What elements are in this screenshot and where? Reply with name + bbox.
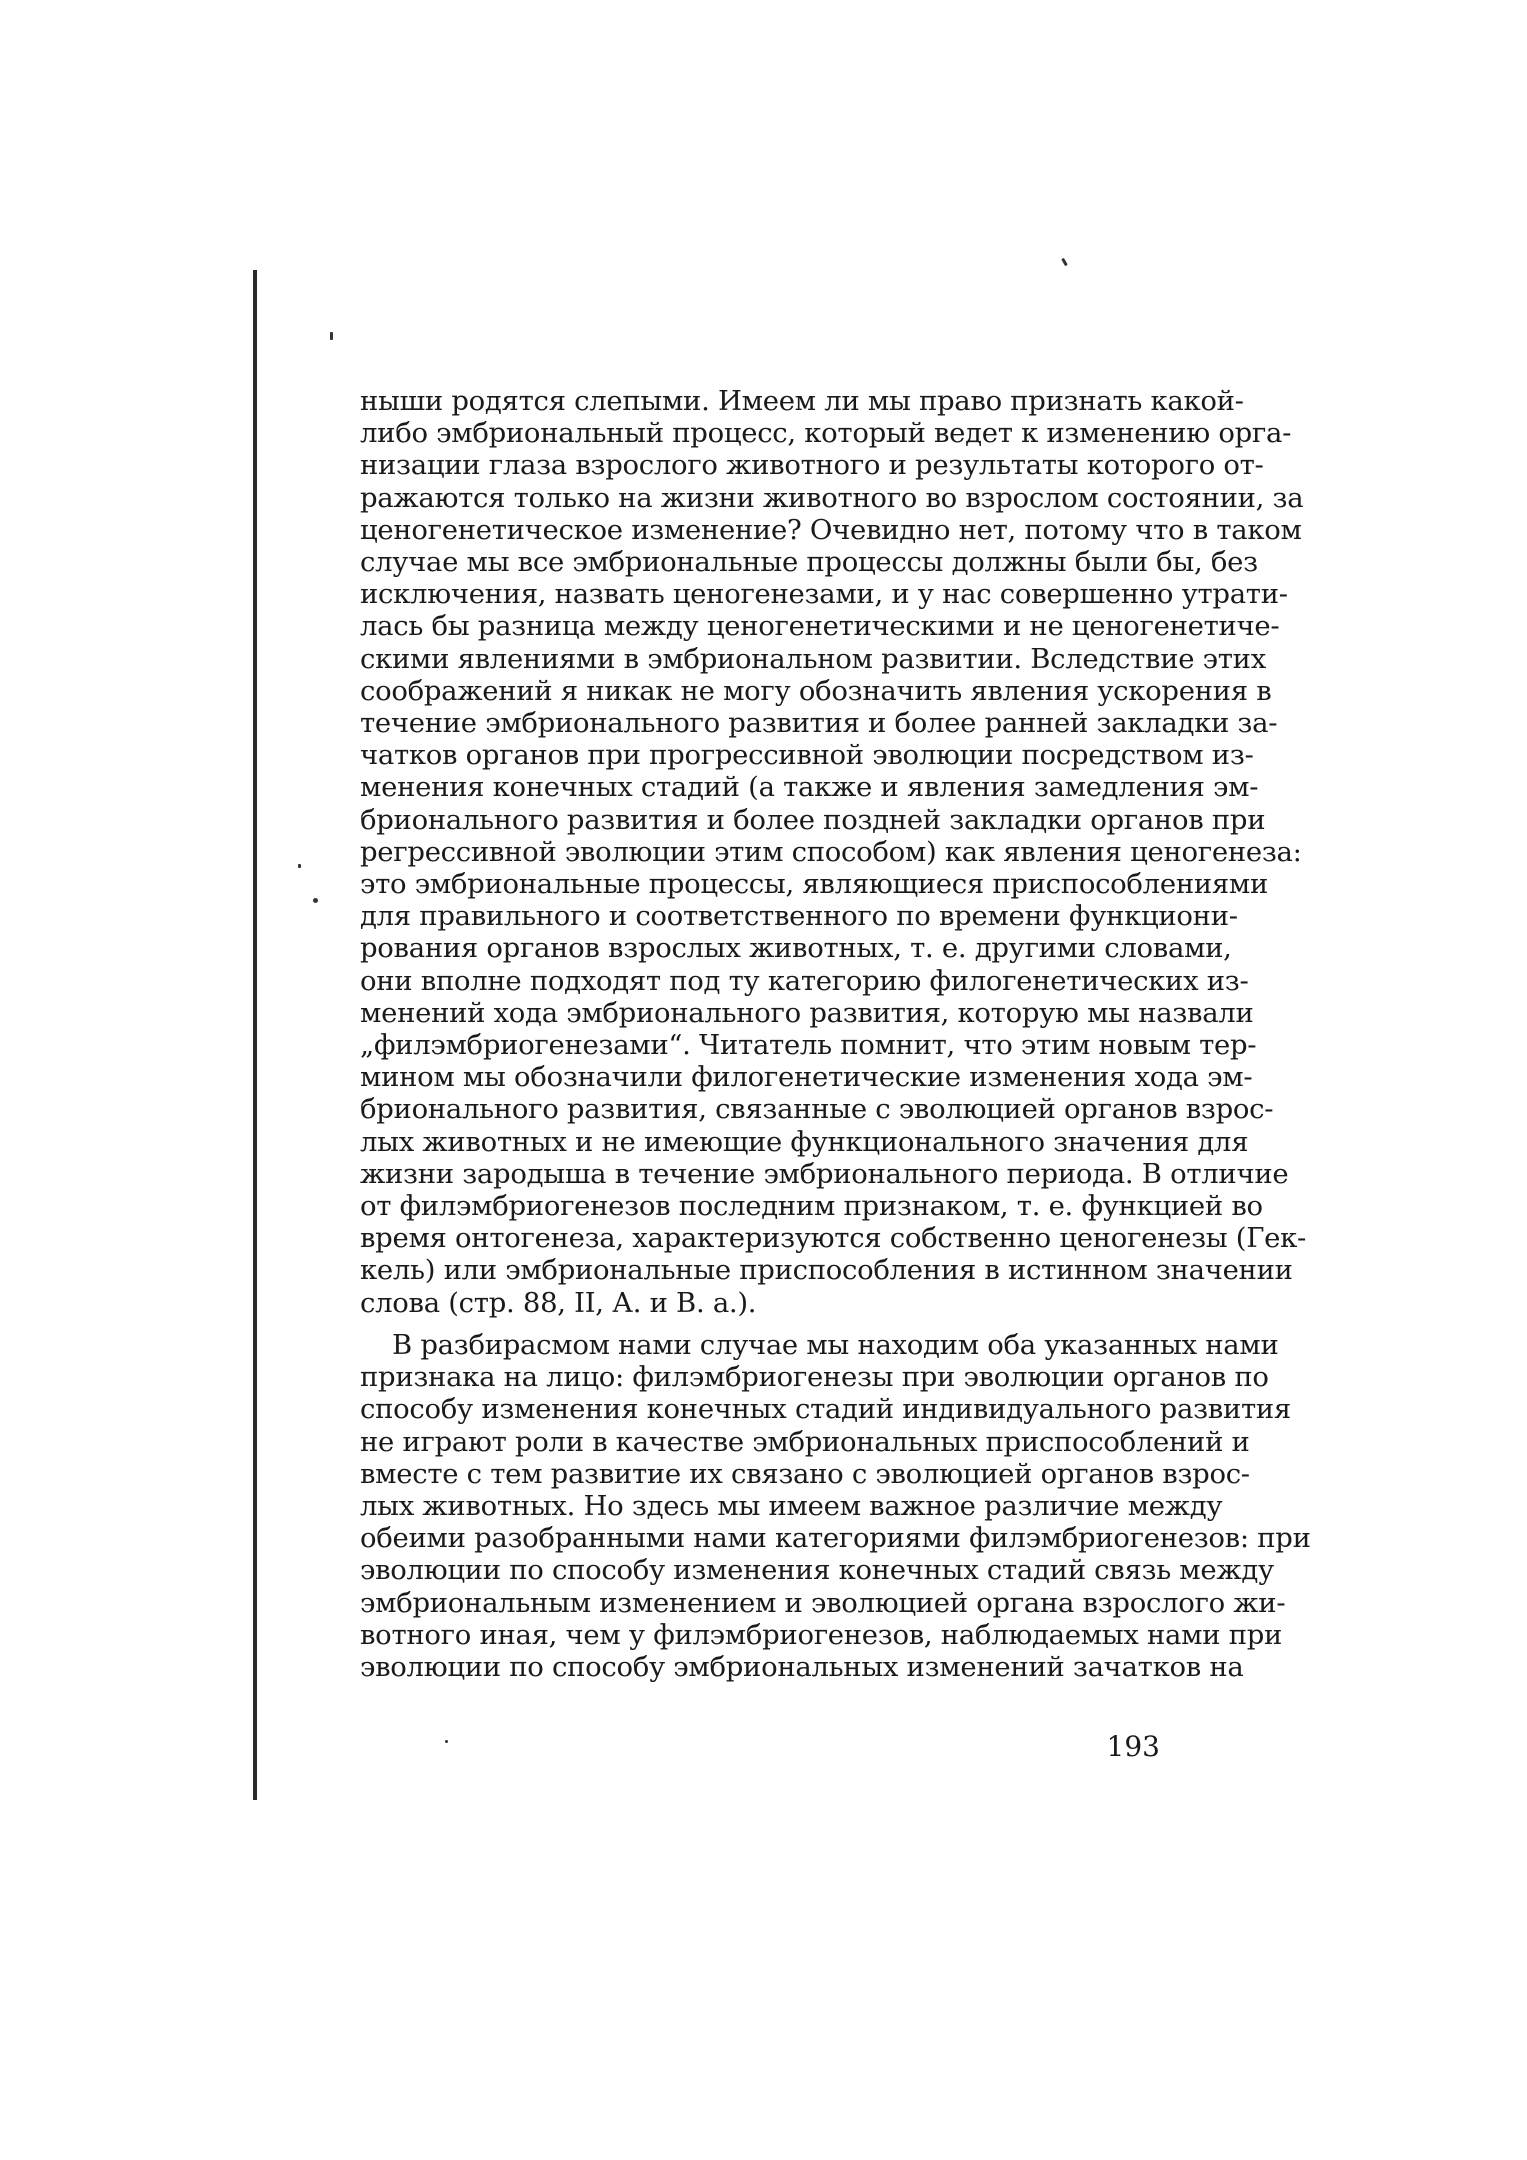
- text-line: случае мы все эмбриональные процессы должны были бы, без: [360, 546, 1258, 579]
- scan-speck: [298, 864, 301, 868]
- text-line: менения конечных стадий (а также и явления замедления эм-: [360, 771, 1259, 804]
- text-line: менений хода эмбрионального развития, которую мы назвали: [360, 996, 1254, 1029]
- text-line: лых животных и не имеющие функционального значения для: [360, 1125, 1249, 1158]
- text-line: ныши родятся слепыми. Имеем ли мы право признать какой-: [360, 385, 1244, 417]
- body-text: [360, 385, 1311, 1683]
- text-line: для правильного и соответственного по времени функциони-: [360, 900, 1238, 933]
- text-line: это эмбриональные процессы, являющиеся приспособлениями: [360, 868, 1269, 901]
- binding-edge: [253, 270, 257, 1800]
- text-line: не играют роли в качестве эмбриональных приспособлений и: [360, 1425, 1250, 1458]
- text-line: течение эмбрионального развития и более ранней закладки за-: [360, 707, 1278, 740]
- text-line: рования органов взрослых животных, т. е. другими словами,: [360, 932, 1232, 965]
- text-line: признака на лицо: филэмбриогенезы при эволюции органов по: [360, 1361, 1269, 1394]
- text-line: эволюции по способу эмбриональных изменений зачатков на: [360, 1650, 1244, 1683]
- scan-speck: [1061, 258, 1068, 266]
- text-line: способу изменения конечных стадий индивидуального развития: [360, 1393, 1291, 1426]
- text-line: чатков органов при прогрессивной эволюции посредством из-: [360, 739, 1254, 772]
- text-line: они вполне подходят под ту категорию филогенетических из-: [360, 964, 1249, 997]
- text-line: лых животных. Но здесь мы имеем важное различие между: [360, 1489, 1223, 1522]
- scan-speck: [313, 898, 318, 903]
- text-line: брионального развития, связанные с эволюцией органов взрос-: [360, 1093, 1274, 1126]
- text-line: скими явлениями в эмбриональном развитии. Вследствие этих: [360, 642, 1266, 675]
- page-number: 193: [1106, 1730, 1160, 1763]
- text-line: ражаются только на жизни животного во взрослом состоянии, за: [360, 481, 1304, 514]
- text-line: слова (стр. 88, II, А. и В. а.).: [360, 1286, 757, 1319]
- text-line: В разбирасмом нами случае мы находим оба указанных нами: [392, 1328, 1279, 1361]
- text-line: лась бы разница между ценогенетическими и не ценогенетиче-: [360, 610, 1280, 643]
- text-line: либо эмбриональный процесс, который ведет к изменению орга-: [360, 417, 1292, 450]
- paragraph-2: [360, 1328, 1311, 1683]
- text-line: брионального развития и более поздней закладки органов при: [360, 803, 1266, 836]
- text-line: низации глаза взрослого животного и результаты которого от-: [360, 449, 1264, 482]
- text-line: вместе с тем развитие их связано с эволюцией органов взрос-: [360, 1457, 1250, 1490]
- text-line: жизни зародыша в течение эмбрионального периода. В отличие: [360, 1157, 1289, 1190]
- text-line: эволюции по способу изменения конечных стадий связь между: [360, 1554, 1274, 1587]
- text-line: мином мы обозначили филогенетические изменения хода эм-: [360, 1061, 1253, 1094]
- text-line: кель) или эмбриональные приспособления в истинном значении: [360, 1254, 1293, 1287]
- scan-speck: [445, 1740, 448, 1743]
- text-line: ценогенетическое изменение? Очевидно нет, потому что в таком: [360, 513, 1302, 546]
- text-line: исключения, назвать ценогенезами, и у нас совершенно утрати-: [360, 578, 1288, 611]
- text-line: от филэмбриогенезов последним признаком, т. е. функцией во: [360, 1190, 1263, 1223]
- text-line: соображений я никак не могу обозначить явления ускорения в: [360, 674, 1272, 707]
- scan-speck: [330, 332, 333, 340]
- text-line: регрессивной эволюции этим способом) как явления ценогенеза:: [360, 835, 1302, 868]
- text-line: время онтогенеза, характеризуются собственно ценогенезы (Гек-: [360, 1222, 1306, 1255]
- text-line: эмбриональным изменением и эволюцией органа взрослого жи-: [360, 1586, 1286, 1619]
- text-line: обеими разобранными нами категориями филэмбриогенезов: при: [360, 1522, 1311, 1555]
- paragraph-1: [360, 385, 1306, 1319]
- text-line: „филэмбриогенезами“. Читатель помнит, что этим новым тер-: [360, 1029, 1257, 1062]
- text-line: вотного иная, чем у филэмбриогенезов, наблюдаемых нами при: [360, 1618, 1283, 1651]
